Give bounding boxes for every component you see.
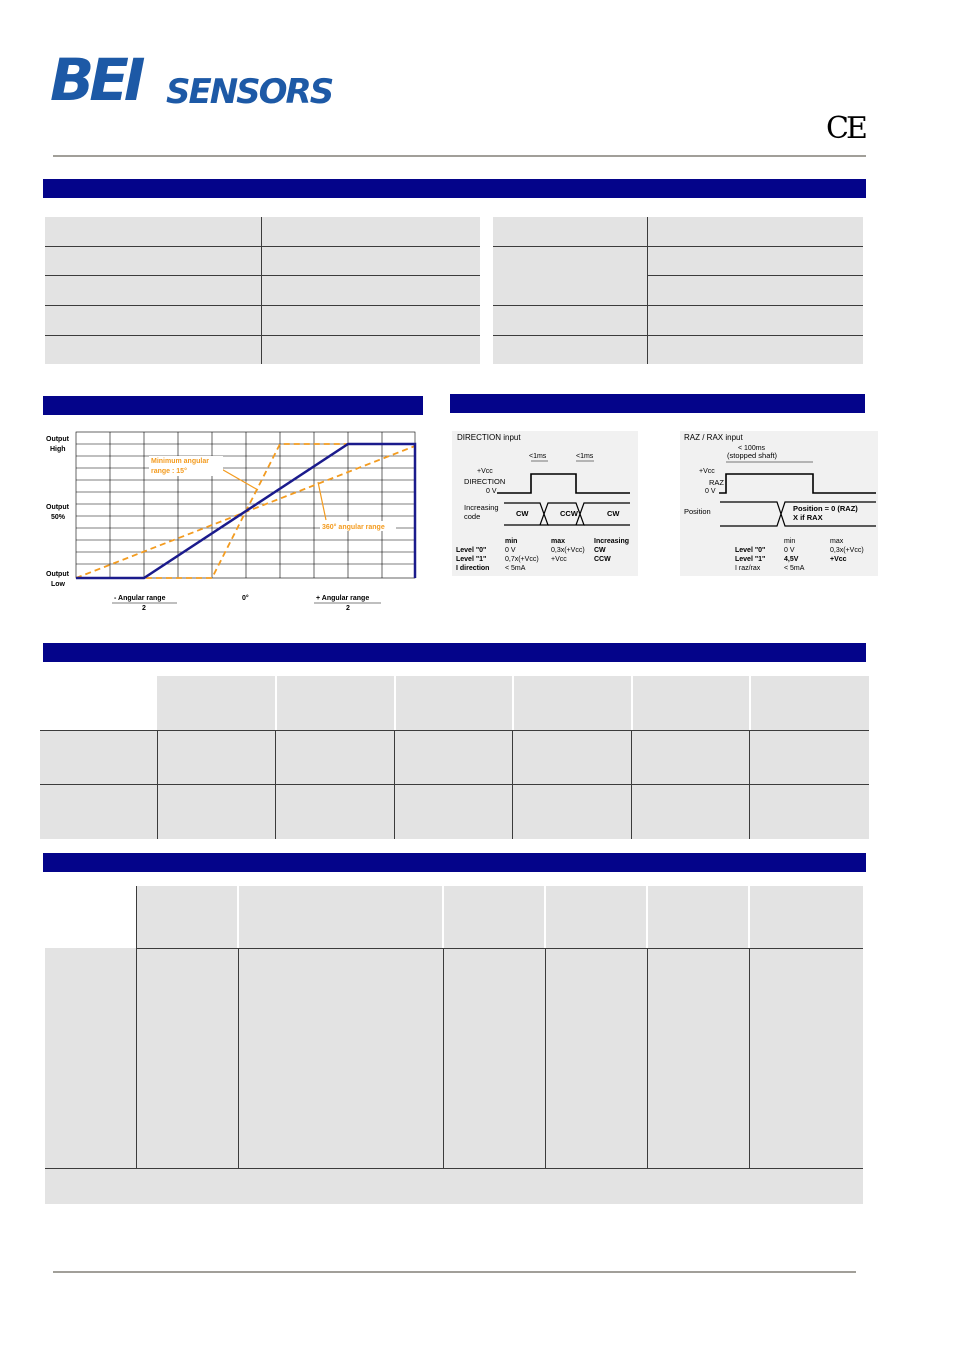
direction-max-0: 0,3x(+Vcc) [551, 547, 585, 554]
direction-inc-0: CW [594, 547, 606, 554]
section-bar-inputs [450, 394, 865, 413]
direction-max-1: +Vcc [551, 556, 567, 563]
x-label-zero: 0° [242, 595, 249, 602]
raz-min-0: 0 V [784, 547, 795, 554]
direction-seg-2: CCW [560, 509, 578, 518]
direction-row-0: Level "0" [456, 547, 487, 554]
direction-code-2: code [464, 512, 481, 521]
direction-seg-3: CW [607, 509, 620, 518]
raz-result-1: Position = 0 (RAZ) [793, 504, 858, 513]
raz-vcc: +Vcc [699, 468, 715, 475]
x-label-neg: - Angular range [114, 595, 166, 602]
direction-inc-1: CCW [594, 556, 611, 563]
section-bar-output-curve [43, 396, 423, 415]
section-bar-electrical [43, 643, 866, 662]
direction-col-max: max [551, 538, 566, 545]
section-bar-specifications [43, 179, 866, 198]
raz-max-0: 0,3x(+Vcc) [830, 547, 864, 554]
raz-col-max: max [830, 538, 844, 545]
raz-min-1: 4,5V [784, 556, 799, 563]
x-label-pos-den: 2 [346, 605, 350, 612]
logo-bei: BEI [50, 46, 141, 114]
direction-min-1: 0,7x(+Vcc) [505, 556, 539, 563]
header-rule [53, 155, 866, 157]
direction-delay-2: <1ms [576, 453, 594, 460]
raz-row-i: I raz/rax [735, 565, 761, 572]
x-label-neg-den: 2 [142, 605, 146, 612]
x-label-pos: + Angular range [316, 595, 370, 602]
raz-delay: < 100ms [738, 445, 766, 452]
raz-max-1: +Vcc [830, 556, 847, 563]
direction-vcc: +Vcc [477, 468, 493, 475]
direction-min-i: < 5mA [505, 565, 526, 572]
y-label-low-2: Low [51, 581, 65, 588]
raz-min-i: < 5mA [784, 565, 805, 572]
ce-mark: CE [826, 111, 865, 146]
raz-zero-v: 0 V [705, 488, 716, 495]
direction-min-0: 0 V [505, 547, 516, 554]
section-bar-ordering [43, 853, 866, 872]
direction-col-inc: Increasing [594, 538, 630, 545]
raz-note: (stopped shaft) [727, 451, 778, 460]
chart-grid [76, 432, 415, 578]
raz-title: RAZ / RAX input [684, 433, 743, 442]
raz-result-2: X if RAX [793, 513, 823, 522]
raz-input-diagram [680, 431, 878, 576]
direction-col-min: min [505, 538, 518, 545]
y-label-high-1: Output [46, 436, 69, 443]
direction-row-1: Level "1" [456, 556, 487, 563]
direction-signal: DIRECTION [464, 477, 506, 486]
y-label-high-2: High [50, 446, 66, 453]
output-characteristic-chart [43, 428, 428, 613]
raz-row-0: Level "0" [735, 547, 766, 554]
direction-delay-1: <1ms [529, 453, 547, 460]
direction-zero-v: 0 V [486, 488, 497, 495]
direction-input-diagram [452, 431, 638, 576]
direction-code-1: Increasing [464, 503, 499, 512]
direction-title: DIRECTION input [457, 433, 521, 442]
direction-seg-1: CW [516, 509, 529, 518]
raz-row-1: Level "1" [735, 556, 766, 563]
raz-col-min: min [784, 538, 796, 545]
raz-signal: RAZ [709, 478, 724, 487]
raz-position: Position [684, 507, 711, 516]
footer-rule [53, 1271, 856, 1273]
min-range-label-2: range : 15° [151, 468, 187, 475]
direction-row-i: I direction [456, 565, 490, 572]
full-range-label: 360° angular range [322, 524, 385, 531]
y-label-mid-1: Output [46, 504, 69, 511]
y-label-low-1: Output [46, 571, 69, 578]
logo-sensors: SENSORS [166, 72, 333, 112]
min-range-label-1: Minimum angular [151, 458, 209, 465]
y-label-mid-2: 50% [51, 514, 66, 521]
